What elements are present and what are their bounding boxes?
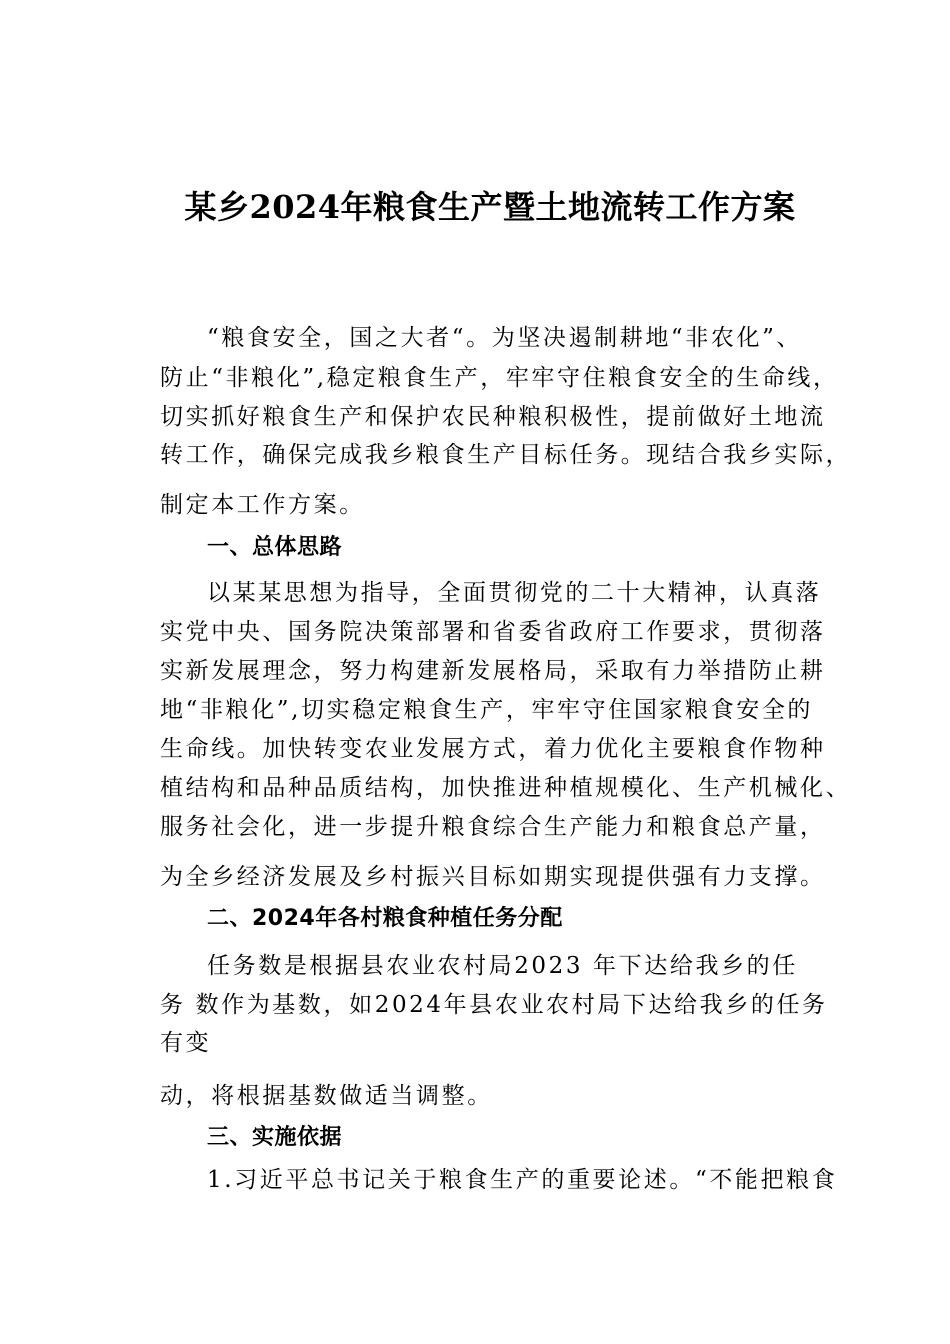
document-title: 某乡2024年粮食生产暨土地流转工作方案 [184, 188, 796, 226]
paragraph-line: 服务社会化，进一步提升粮食综合生产能力和粮食总产量， [160, 814, 826, 840]
intro-line: 制定本工作方案。 [160, 492, 365, 518]
intro-line: 切实抓好粮食生产和保护农民种粮积极性，提前做好土地流 [160, 404, 826, 430]
section-heading-task-allocation: 二、2024年各村粮食种植任务分配 [207, 906, 563, 931]
paragraph-line: 务 数作为基数，如2024年县农业农村局下达给我乡的任务 [160, 992, 828, 1018]
paragraph-line: 生命线。加快转变农业发展方式，着力优化主要粮食作物种 [160, 736, 826, 762]
paragraph-line: 实新发展理念，努力构建新发展格局，采取有力举措防止耕 [160, 658, 826, 684]
paragraph-line: 为全乡经济发展及乡村振兴目标如期实现提供强有力支撑。 [160, 864, 826, 890]
section-heading-overall-approach: 一、总体思路 [207, 535, 343, 560]
section-heading-basis: 三、实施依据 [207, 1125, 343, 1150]
paragraph-line: 动，将根据基数做适当调整。 [160, 1083, 493, 1109]
intro-line: “粮食安全，国之大者“。为坚决遏制耕地“非农化”、 [207, 325, 803, 351]
paragraph-line: 任务数是根据县农业农村局2023 年下达给我乡的任 [207, 953, 798, 979]
intro-line: 防止“非粮化”,稳定粮食生产，牢牢守住粮食安全的生命线， [160, 365, 839, 391]
paragraph-line: 地“非粮化”,切实稳定粮食生产，牢牢守住国家粮食安全的 [160, 697, 814, 723]
intro-line: 转工作，确保完成我乡粮食生产目标任务。现结合我乡实际， [160, 442, 852, 468]
paragraph-line: 有变 [160, 1030, 212, 1056]
paragraph-line: 以某某思想为指导，全面贯彻党的二十大精神，认真落 [207, 580, 822, 606]
paragraph-line: 实党中央、国务院决策部署和省委省政府工作要求，贯彻落 [160, 619, 826, 645]
paragraph-line: 1.习近平总书记关于粮食生产的重要论述。“不能把粮食 [207, 1167, 838, 1193]
paragraph-line: 植结构和品种品质结构，加快推进种植规模化、生产机械化、 [160, 775, 852, 801]
